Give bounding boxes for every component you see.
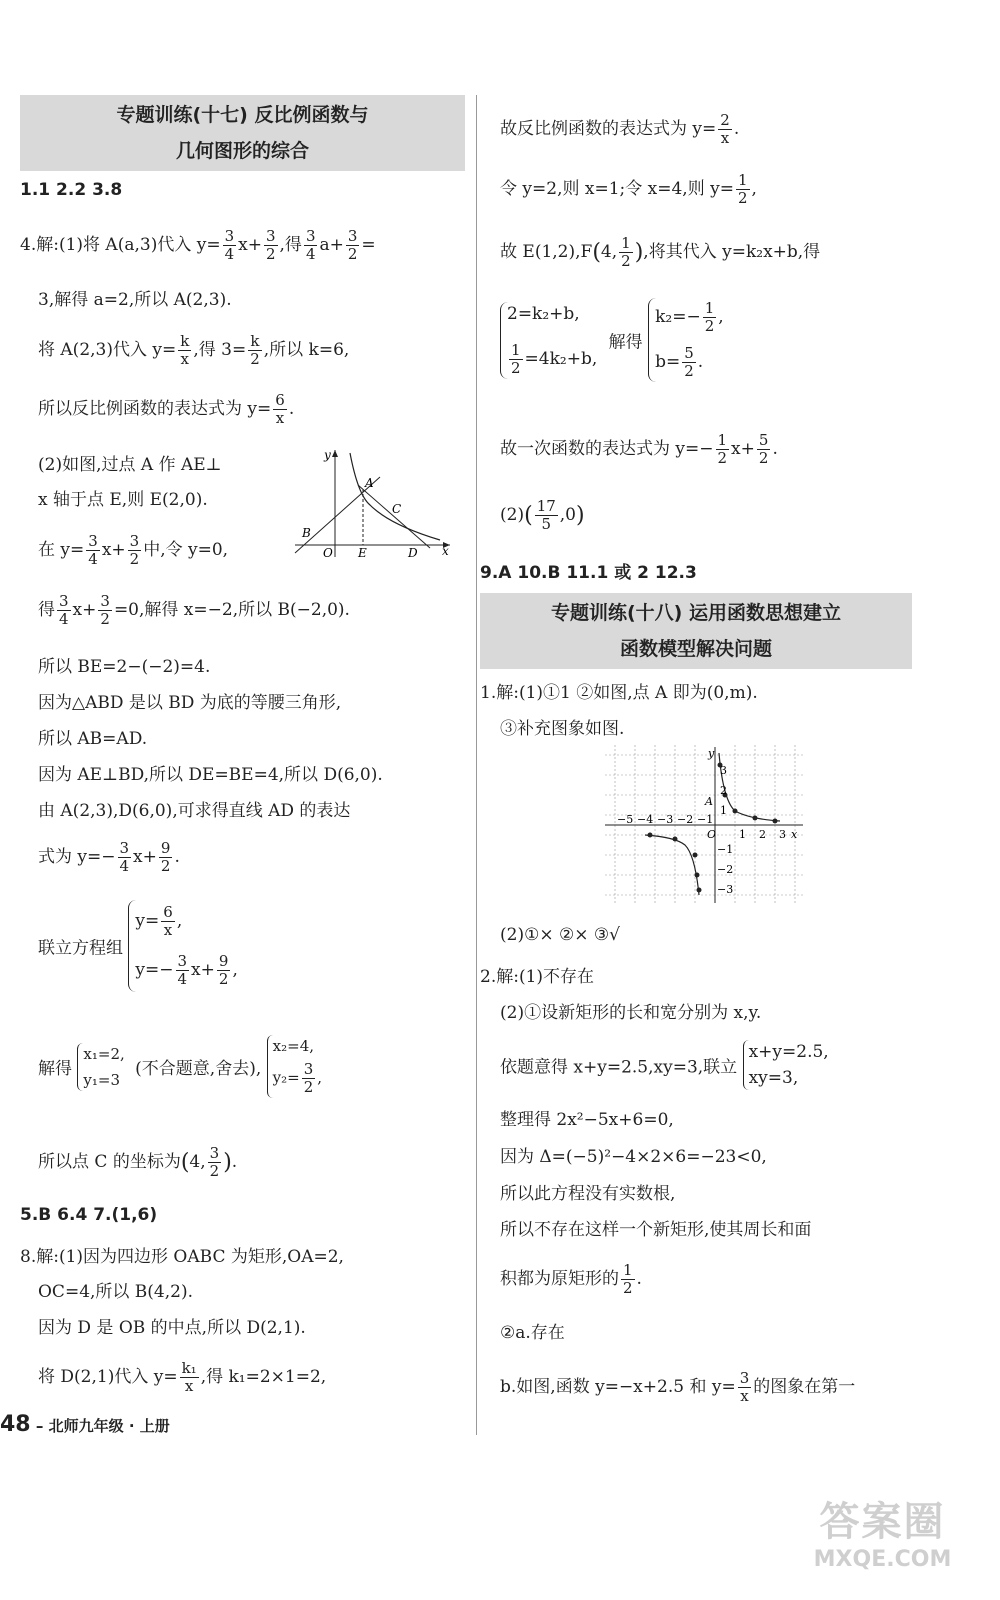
section-banner-17: 专题训练(十七) 反比例函数与 几何图形的综合	[20, 95, 465, 171]
svg-text:−2: −2	[717, 863, 734, 876]
answer-line: 5.B 6.4 7.(1,6)	[20, 1205, 158, 1225]
svg-text:1: 1	[739, 828, 746, 841]
svg-text:2: 2	[720, 784, 727, 797]
answer-line: 所以不存在这样一个新矩形,使其周长和面	[500, 1220, 812, 1240]
answer-line: 将 D(2,1)代入 y= $\frac{\text{k₁}}{x}$ ,得 k₁=2×1=2,	[38, 1359, 327, 1395]
answer-line: 因为 AE⊥BD,所以 DE=BE=4,所以 D(6,0).	[38, 765, 383, 785]
svg-text:3: 3	[779, 828, 786, 841]
answer-line: 2.解:(1)不存在	[480, 967, 595, 987]
answer-line: 所以反比例函数的表达式为 y= $\frac{6}{x}$ .	[38, 391, 295, 427]
svg-text:−1: −1	[717, 843, 734, 856]
answer-line: 将 A(2,3)代入 y= $\frac{k}{x}$ ,得 3= $\frac{k}{2}$ ,所以 k=6,	[38, 332, 350, 368]
svg-text:−1: −1	[697, 813, 714, 826]
answer-line: 整理得 2x²−5x+6=0,	[500, 1110, 674, 1130]
answer-line: 依题意得 x+y=2.5,xy=3,联立 x+y=2.5, xy=3,	[500, 1040, 834, 1090]
svg-text:−3: −3	[657, 813, 674, 826]
answer-line: 得 $\frac{3}{4}$ x+ $\frac{3}{2}$ =0,解得 x=−2,所以 B(−2,0).	[38, 592, 350, 628]
svg-text:E: E	[358, 546, 367, 560]
answer-line: 因为△ABD 是以 BD 为底的等腰三角形,	[38, 693, 342, 713]
answer-line: 所以此方程没有实数根,	[500, 1184, 676, 1204]
svg-text:−3: −3	[717, 883, 734, 896]
answer-line: (2)①设新矩形的长和宽分别为 x,y.	[500, 1003, 762, 1023]
svg-text:y: y	[324, 448, 331, 462]
watermark-logo: 答案圈 MXQE.COM	[813, 1499, 952, 1572]
answer-line: ②a.存在	[500, 1323, 565, 1343]
answer-line: 积都为原矩形的 $\frac{1}{2}$ .	[500, 1261, 642, 1297]
answer-line: b.如图,函数 y=−x+2.5 和 y= $\frac{3}{x}$ 的图象在第一	[500, 1369, 856, 1405]
answer-line: 故反比例函数的表达式为 y= $\frac{2}{x}$ .	[500, 111, 740, 147]
svg-text:x: x	[791, 828, 798, 841]
svg-text:A: A	[705, 795, 713, 808]
svg-text:−5: −5	[617, 813, 634, 826]
answer-line: 9.A 10.B 11.1 或 2 12.3	[480, 563, 697, 583]
answer-line: OC=4,所以 B(4,2).	[38, 1282, 194, 1302]
answer-line: 1.1 2.2 3.8	[20, 180, 123, 200]
svg-text:2: 2	[759, 828, 766, 841]
svg-text:−2: −2	[677, 813, 694, 826]
solution-line: 解得 x₁=2, y₁=3 (不合题意,舍去), x₂=4, y₂= $\frac{3}{2}$ ,	[38, 1035, 327, 1098]
answer-line: 式为 y=− $\frac{3}{4}$ x+ $\frac{9}{2}$ .	[38, 839, 180, 875]
svg-text:D: D	[408, 546, 418, 560]
svg-text:3: 3	[720, 764, 727, 777]
answer-line: 所以 BE=2−(−2)=4.	[38, 657, 211, 677]
answer-line: 所以点 C 的坐标为(4, $\frac{3}{2}$ ).	[38, 1144, 238, 1180]
svg-text:O: O	[707, 828, 717, 841]
svg-text:A: A	[365, 476, 374, 490]
answer-line: 令 y=2,则 x=1;令 x=4,则 y= $\frac{1}{2}$ ,	[500, 171, 757, 207]
answer-line: (2)①× ②× ③√	[500, 925, 620, 945]
answer-line: 因为 D 是 OB 的中点,所以 D(2,1).	[38, 1318, 306, 1338]
svg-text:y: y	[708, 747, 715, 760]
book-label: 北师九年级 · 上册	[48, 1417, 170, 1435]
answer-line: (2)( $\frac{17}{5}$ ,0)	[500, 497, 585, 533]
answer-line: 8.解:(1)因为四边形 OABC 为矩形,OA=2,	[20, 1247, 344, 1267]
column-divider	[476, 95, 477, 1435]
figure-grid-graph	[605, 745, 805, 905]
answer-line: ③补充图象如图.	[500, 719, 625, 739]
answer-line: 3,解得 a=2,所以 A(2,3).	[38, 290, 232, 310]
svg-text:x: x	[442, 544, 449, 558]
page-number: 48	[0, 1412, 31, 1437]
svg-text:O: O	[323, 546, 333, 560]
left-column	[20, 95, 465, 177]
answer-line: (2)如图,过点 A 作 AE⊥	[38, 455, 222, 475]
answer-line: 故 E(1,2),F(4, $\frac{1}{2}$ ),将其代入 y=k₂x+b,得	[500, 234, 821, 270]
svg-text:1: 1	[720, 804, 727, 817]
answer-line: 故一次函数的表达式为 y=− $\frac{1}{2}$ x+ $\frac{5}{2}$ .	[500, 431, 778, 467]
answer-line: 4.解:(1)将 A(a,3)代入 y= $\frac{3}{4}$ x+ $\frac{3}{2}$ ,得 $\frac{3}{4}$ a+ $\frac{3}{2}$ =	[20, 227, 376, 263]
equation-system: 联立方程组 y= $\frac{6}{x}$ , y=− $\frac{3}{4}$ x+ $\frac{9}{2}$ ,	[38, 900, 244, 992]
equation-system: 2=k₂+b, $\frac{1}{2}$ =4k₂+b, 解得 k₂=− $\frac{1}{2}$ , b= $\frac{5}{2}$ .	[500, 298, 730, 382]
answer-line: 所以 AB=AD.	[38, 729, 148, 749]
svg-text:B: B	[302, 526, 311, 540]
section-banner-18: 专题训练(十八) 运用函数思想建立 函数模型解决问题	[480, 593, 912, 675]
answer-line: x 轴于点 E,则 E(2,0).	[38, 490, 208, 510]
svg-text:−4: −4	[637, 813, 654, 826]
answer-line: 1.解:(1)①1 ②如图,点 A 即为(0,m).	[480, 683, 758, 703]
answer-line: 因为 Δ=(−5)²−4×2×6=−23<0,	[500, 1147, 767, 1167]
svg-text:C: C	[392, 502, 402, 516]
page-footer: 48 – 北师九年级 · 上册	[0, 1412, 170, 1437]
figure-triangle-hyperbola	[290, 445, 455, 560]
answer-line: 在 y= $\frac{3}{4}$ x+ $\frac{3}{2}$ 中,令 y=0,	[38, 532, 229, 568]
answer-line: 由 A(2,3),D(6,0),可求得直线 AD 的表达	[38, 801, 351, 821]
